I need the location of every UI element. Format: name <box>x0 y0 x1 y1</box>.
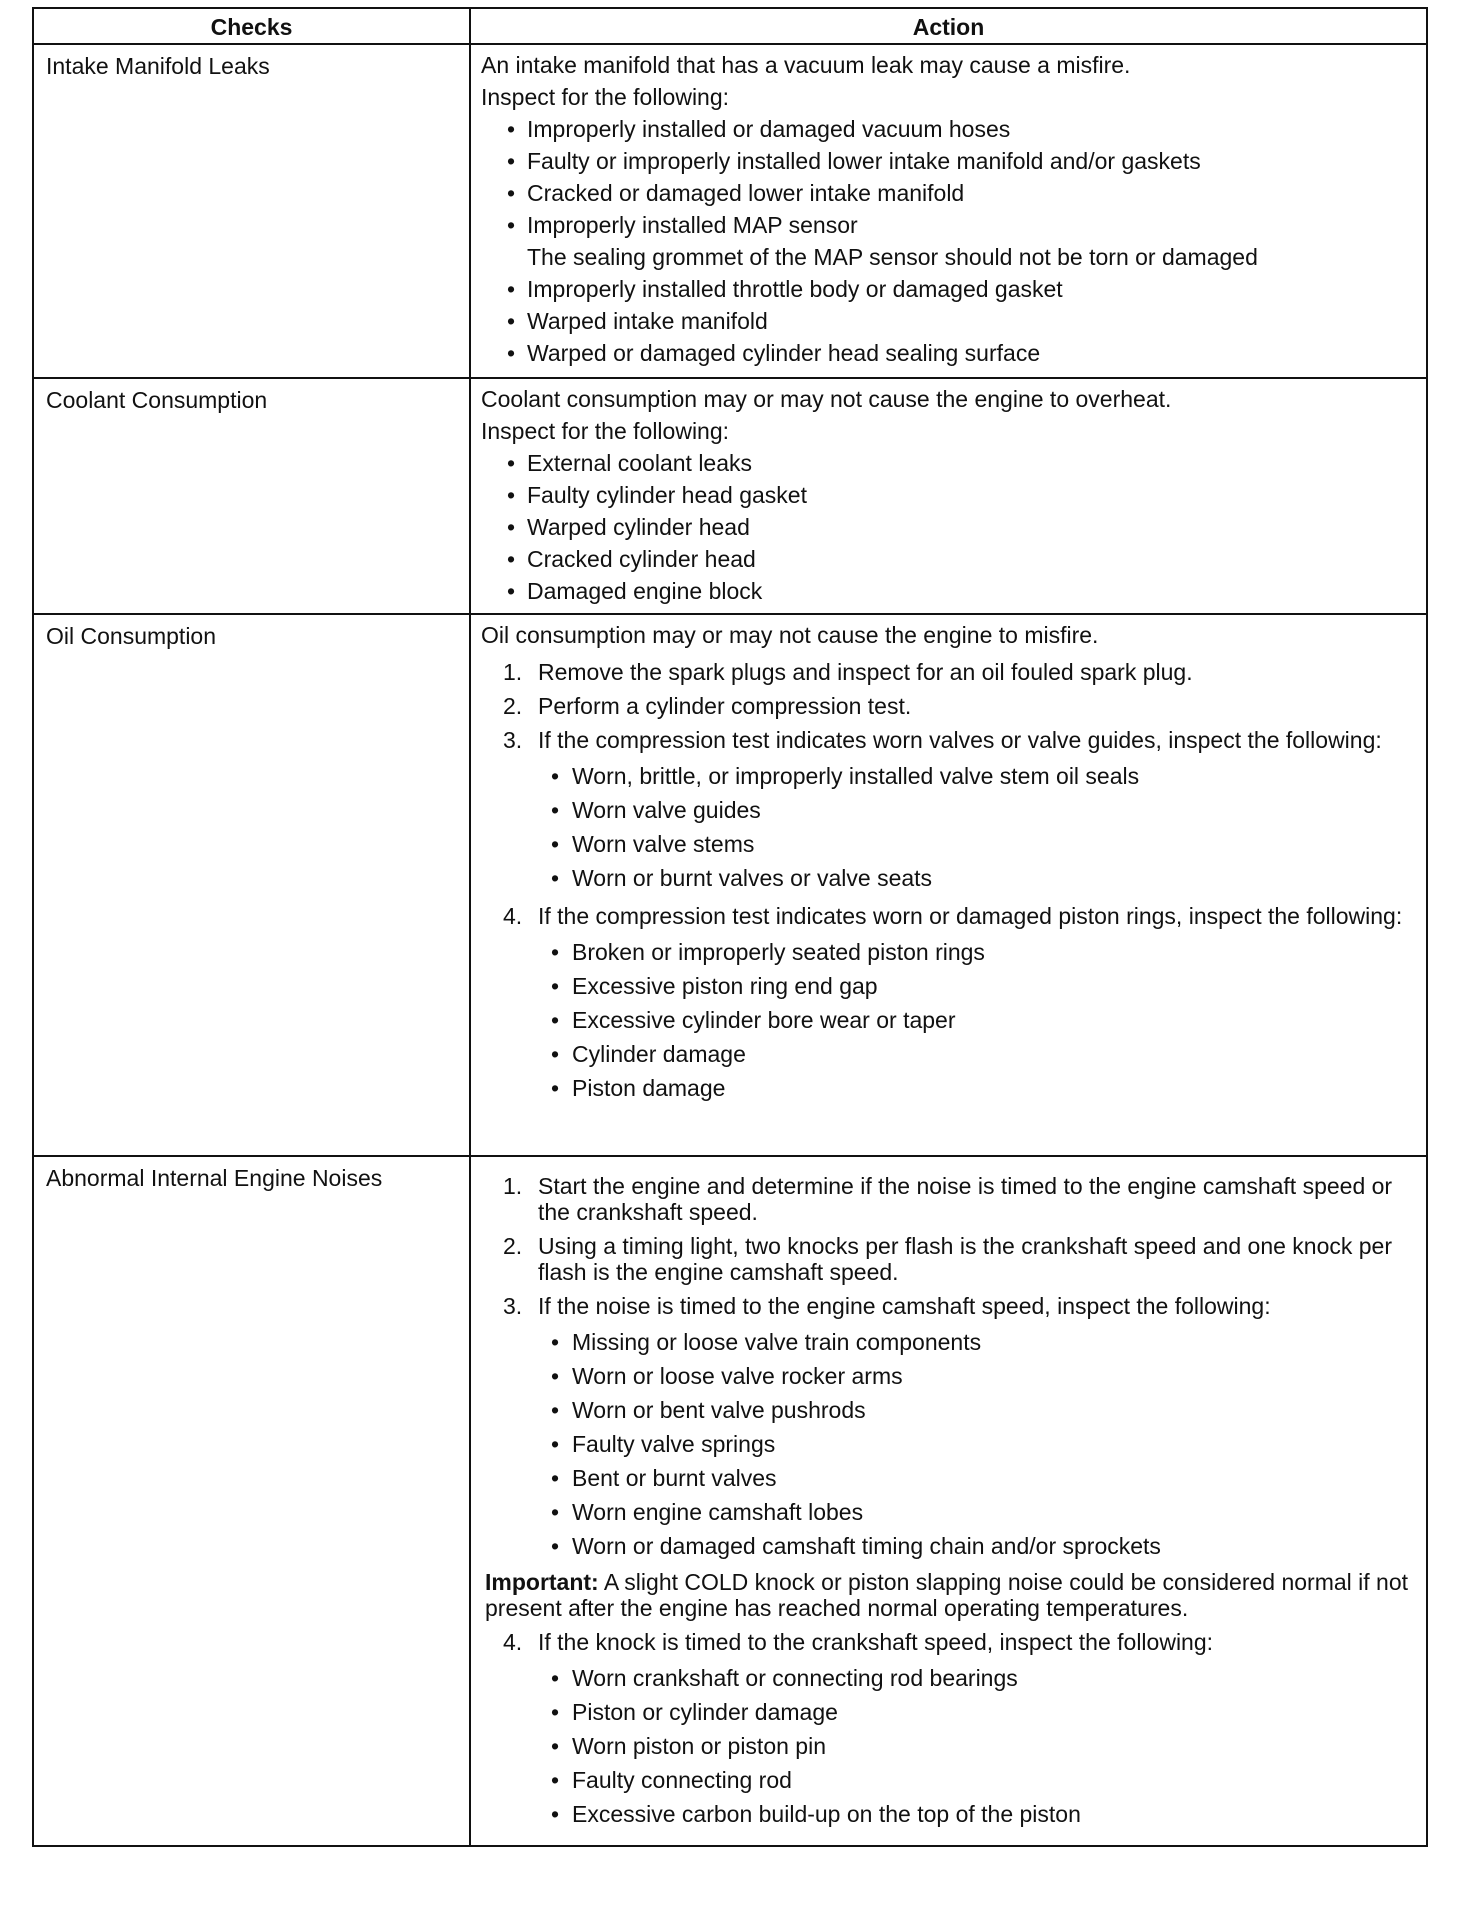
step-number: 1. <box>503 659 523 685</box>
step-number: 3. <box>503 1293 523 1319</box>
step-text: If the noise is timed to the engine camshaft speed, inspect the following: <box>538 1293 1271 1319</box>
step-text: If the compression test indicates worn valves or valve guides, inspect the following: <box>538 727 1382 753</box>
step-text: Perform a cylinder compression test. <box>538 693 912 719</box>
list-item: • Improperly installed throttle body or damaged gasket <box>481 273 1416 305</box>
list-item: • Damaged engine block <box>481 575 1416 607</box>
numbered-step <box>481 1293 1416 1319</box>
list-item: • Warped intake manifold <box>481 305 1416 337</box>
list-item: • Worn or loose valve rocker arms <box>481 1359 1416 1393</box>
check-intake-manifold-leaks: Intake Manifold Leaks <box>46 53 270 79</box>
list-item: • Broken or improperly seated piston rings <box>481 935 1416 969</box>
row-intro: Coolant consumption may or may not cause the engine to overheat. <box>481 386 1172 412</box>
list-item: • Worn valve stems <box>481 827 1416 861</box>
inspect-label: Inspect for the following: <box>481 84 730 110</box>
list-item: • Excessive piston ring end gap <box>481 969 1416 1003</box>
list-item: • Piston or cylinder damage <box>481 1695 1416 1729</box>
list-item: • Faulty connecting rod <box>481 1763 1416 1797</box>
list-item: • Cylinder damage <box>481 1037 1416 1071</box>
list-item: • Improperly installed MAP sensor <box>481 209 1416 241</box>
step-number: 3. <box>503 727 523 753</box>
step-text: If the knock is timed to the crankshaft speed, inspect the following: <box>538 1629 1214 1655</box>
list-item: • Faulty or improperly installed lower intake manifold and/or gaskets <box>481 145 1416 177</box>
list-item: • Worn crankshaft or connecting rod bearings <box>481 1661 1416 1695</box>
list-item: • Worn, brittle, or improperly installed valve stem oil seals <box>481 759 1416 793</box>
numbered-step <box>481 1173 1416 1225</box>
check-abnormal-internal-engine-noises: Abnormal Internal Engine Noises <box>46 1165 383 1191</box>
row-divider <box>34 1155 1426 1157</box>
important-label: Important: <box>485 1569 599 1595</box>
list-item: • Missing or loose valve train components <box>481 1325 1416 1359</box>
step-number: 2. <box>503 693 523 719</box>
map-sensor-note: The sealing grommet of the MAP sensor should not be torn or damaged <box>527 244 1258 270</box>
list-item: • Worn valve guides <box>481 793 1416 827</box>
list-item: • Faulty valve springs <box>481 1427 1416 1461</box>
check-coolant-consumption: Coolant Consumption <box>46 387 268 413</box>
step-number: 4. <box>503 903 523 929</box>
list-item: • Worn or bent valve pushrods <box>481 1393 1416 1427</box>
row-intro: An intake manifold that has a vacuum leak may cause a misfire. <box>481 52 1131 78</box>
list-item: • Excessive cylinder bore wear or taper <box>481 1003 1416 1037</box>
list-item: • Warped or damaged cylinder head sealing surface <box>481 337 1416 369</box>
important-text: A slight COLD knock or piston slapping noise could be considered normal if not present after the engine has reached normal operating temperatures. <box>485 1569 1409 1621</box>
row-divider <box>34 377 1426 379</box>
column-divider <box>469 9 471 1845</box>
list-item: • Improperly installed or damaged vacuum hoses <box>481 113 1416 145</box>
list-item: • Worn piston or piston pin <box>481 1729 1416 1763</box>
numbered-step <box>481 659 1416 685</box>
list-item: • Worn engine camshaft lobes <box>481 1495 1416 1529</box>
row-divider <box>34 613 1426 615</box>
list-item: • External coolant leaks <box>481 447 1416 479</box>
numbered-step <box>481 1233 1416 1285</box>
list-item: • Cracked or damaged lower intake manifold <box>481 177 1416 209</box>
step-number: 2. <box>503 1233 523 1259</box>
numbered-step <box>481 693 1416 719</box>
step-number: 1. <box>503 1173 523 1199</box>
row-intro: Oil consumption may or may not cause the engine to misfire. <box>481 622 1099 648</box>
action-abnormal-noises <box>481 1165 1416 1831</box>
inspect-label: Inspect for the following: <box>481 418 730 444</box>
diagnostic-table <box>32 7 1428 1847</box>
numbered-step <box>481 903 1416 929</box>
step-text: Using a timing light, two knocks per flash is the crankshaft speed and one knock per flash is the engine camshaft speed. <box>538 1233 1393 1285</box>
header-action: Action <box>912 13 985 40</box>
step-text: Start the engine and determine if the noise is timed to the engine camshaft speed or the crankshaft speed. <box>538 1173 1393 1225</box>
list-item: • Excessive carbon build-up on the top of the piston <box>481 1797 1416 1831</box>
step-number: 4. <box>503 1629 523 1655</box>
step-text: Remove the spark plugs and inspect for an oil fouled spark plug. <box>538 659 1193 685</box>
list-item: • Faulty cylinder head gasket <box>481 479 1416 511</box>
action-intake-manifold <box>481 49 1416 369</box>
list-item: • Bent or burnt valves <box>481 1461 1416 1495</box>
list-item: • Piston damage <box>481 1071 1416 1105</box>
header-checks: Checks <box>210 13 293 40</box>
action-coolant-consumption <box>481 383 1416 607</box>
numbered-step <box>481 1629 1416 1655</box>
list-item: • Worn or damaged camshaft timing chain and/or sprockets <box>481 1529 1416 1563</box>
list-item: • Cracked cylinder head <box>481 543 1416 575</box>
list-item: • Worn or burnt valves or valve seats <box>481 861 1416 895</box>
list-item: • Warped cylinder head <box>481 511 1416 543</box>
numbered-step <box>481 727 1416 753</box>
important-note <box>481 1569 1416 1621</box>
action-oil-consumption <box>481 619 1416 1105</box>
check-oil-consumption: Oil Consumption <box>46 623 217 649</box>
step-text: If the compression test indicates worn or damaged piston rings, inspect the following: <box>538 903 1403 929</box>
